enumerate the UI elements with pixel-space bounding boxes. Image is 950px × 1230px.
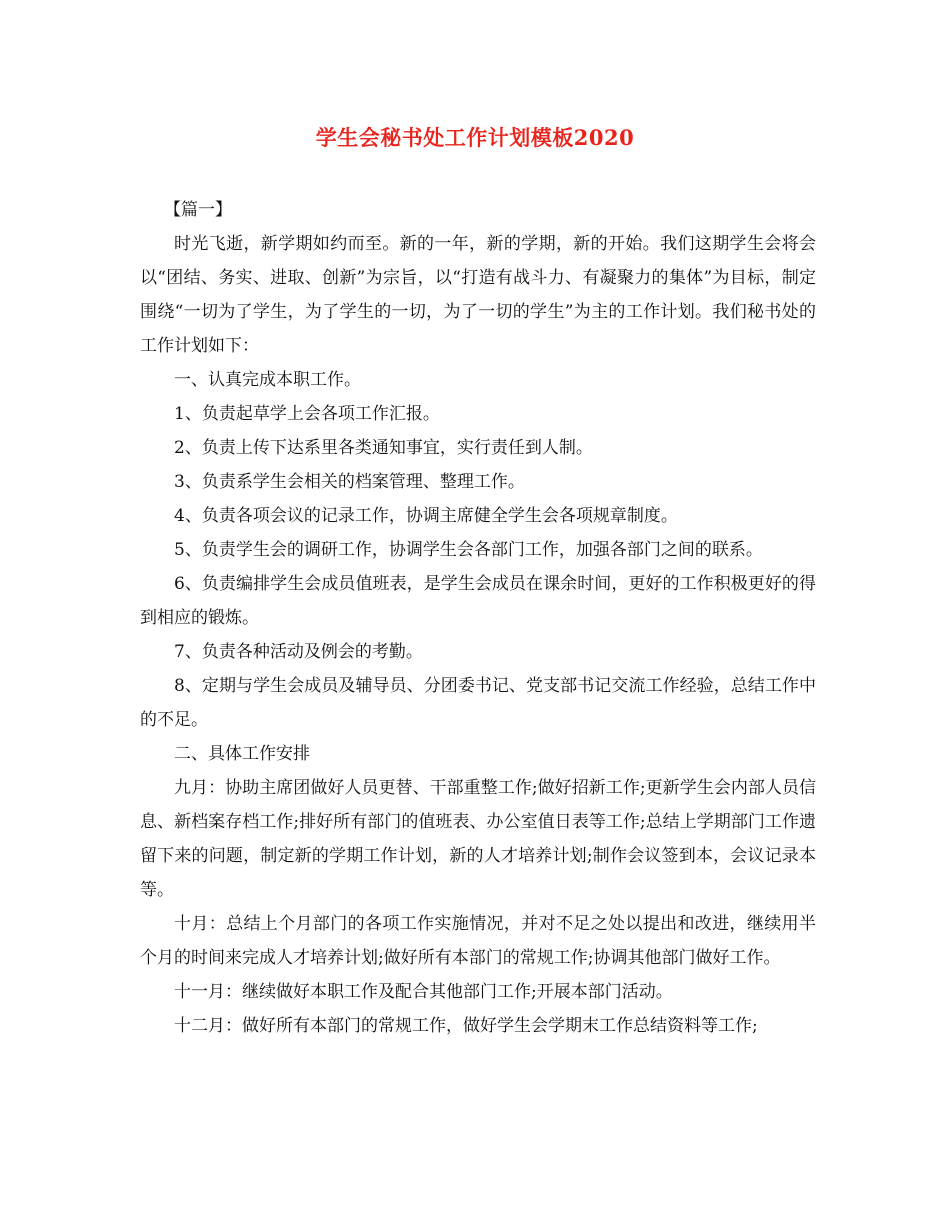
paragraph-duty-4: 4、负责各项会议的记录工作，协调主席健全学生会各项规章制度。 <box>174 506 678 526</box>
paragraph-duty-7: 7、负责各种活动及例会的考勤。 <box>174 642 423 662</box>
paragraph-duty-1: 1、负责起草学上会各项工作汇报。 <box>174 404 440 424</box>
paragraph-heading-schedule: 二、具体工作安排 <box>174 744 310 764</box>
paragraph-duty-5: 5、负责学生会的调研工作，协调学生会各部门工作，加强各部门之间的联系。 <box>174 540 763 560</box>
paragraph-duty-2: 2、负责上传下达系里各类通知事宜，实行责任到人制。 <box>174 438 593 458</box>
paragraph-september: 九月：协助主席团做好人员更替、干部重整工作;做好招新工作;更新学生会内部人员信息、新档案存档工作;排好所有部门的值班表、办公室值日表等工作;总结上学期部门工作遗留下来的问题，制定新的学期工作计划，新的人才培养计划;制作会议签到本，会议记录本等。 <box>140 778 816 900</box>
paragraph-duty-3: 3、负责系学生会相关的档案管理、整理工作。 <box>174 472 525 492</box>
document-body <box>140 193 816 1043</box>
paragraph-intro: 时光飞逝，新学期如约而至。新的一年，新的学期，新的开始。我们这期学生会将会以“团结、务实、进取、创新”为宗旨，以“打造有战斗力、有凝聚力的集体”为目标，制定围绕“一切为了学生，为了学生的一切，为了一切的学生”为主的工作计划。我们秘书处的工作计划如下： <box>140 234 816 356</box>
paragraph-december: 十二月：做好所有本部门的常规工作，做好学生会学期末工作总结资料等工作; <box>174 1016 758 1036</box>
document-title: 学生会秘书处工作计划模板2020 <box>315 125 635 150</box>
paragraph-duty-8: 8、定期与学生会成员及辅导员、分团委书记、党支部书记交流工作经验，总结工作中的不足。 <box>140 676 816 730</box>
paragraph-duty-6: 6、负责编排学生会成员值班表，是学生会成员在课余时间，更好的工作积极更好的得到相应的锻炼。 <box>140 574 816 628</box>
paragraph-november: 十一月：继续做好本职工作及配合其他部门工作;开展本部门活动。 <box>174 982 673 1002</box>
paragraph-october: 十月：总结上个月部门的各项工作实施情况，并对不足之处以提出和改进，继续用半个月的时间来完成人才培养计划;做好所有本部门的常规工作;协调其他部门做好工作。 <box>140 914 816 968</box>
section-label: 【篇一】 <box>164 200 232 220</box>
paragraph-heading-duties: 一、认真完成本职工作。 <box>174 370 361 390</box>
